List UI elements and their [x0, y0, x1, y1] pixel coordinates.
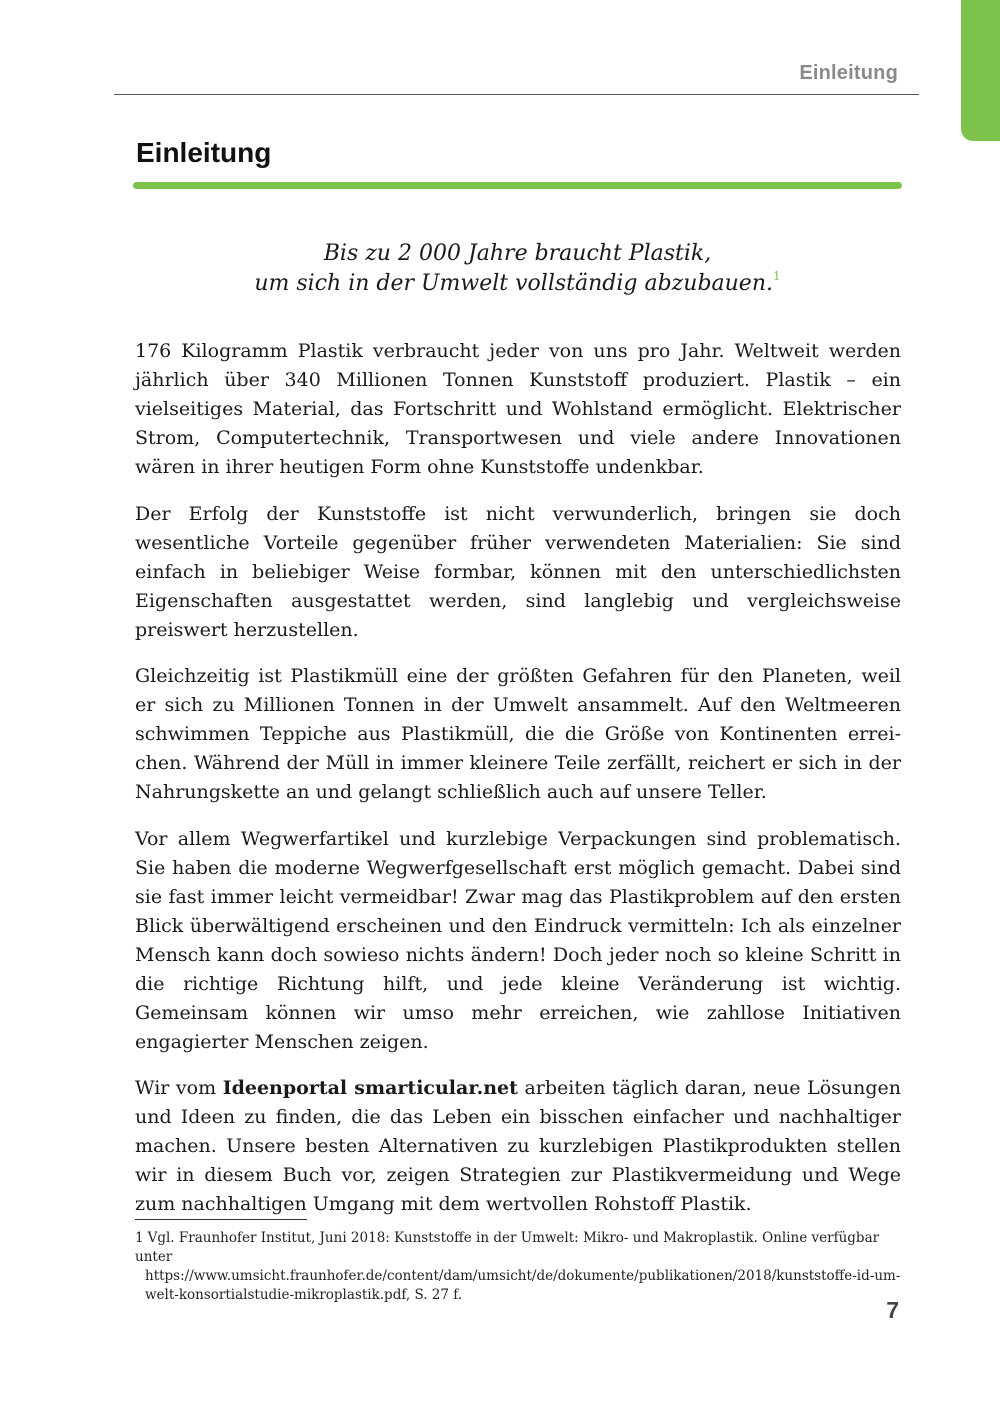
footnote-rule [135, 1219, 307, 1220]
body-text [135, 337, 901, 1237]
footnote [135, 1229, 901, 1305]
running-head: Einleitung [799, 62, 898, 84]
title-underline-bar [133, 182, 902, 189]
page-number: 7 [886, 1297, 899, 1323]
epigraph [134, 239, 901, 299]
footnote-url[interactable]: https://www.umsicht.fraunhofer.de/content/dam/umsicht/de/dokumente/publikationen/2018/kunststoffe-id-um- [145, 1268, 901, 1284]
paragraph-1: 176 Kilogramm Plastik verbraucht jeder von uns pro Jahr. Weltweit werden jährlich über 340 Millionen Tonnen Kunststoff produziert. Plastik – ein vielseitiges Material, das Fortschritt und Wohlstand ermöglicht. Elektrischer Strom, Computertechnik, Transportwesen und viele andere Innovationen wären in ihrer heutigen Form ohne Kunststoffe undenkbar. [135, 340, 901, 478]
paragraph-2: Der Erfolg der Kunststoffe ist nicht verwunderlich, bringen sie doch wesentliche Vorteile gegenüber früher verwendeten Materialien: Sie sind einfach in beliebiger Weise formbar, können mit den unterschiedlichsten Eigenschaften ausgestattet werden, sind langlebig und vergleichsweise preiswert herzustellen. [135, 502, 901, 641]
chapter-title: Einleitung [136, 137, 272, 168]
chapter-thumb-tab [961, 0, 1000, 141]
epigraph-line-2-text: um sich in der Umwelt vollständig abzubauen. [254, 271, 773, 296]
paragraph-5-rest: arbeiten täglich daran, neue Lösungen und Ideen zu finden, die das Leben ein bisschen einfacher und nachhaltiger machen. Unsere besten Alternativen zu kurzlebigen Plastikprodukten stellen wir in diesem Buch vor, zeigen Strategien zur Plastikvermeidung und Wege zum nachhaltigen Umgang mit dem wertvollen Rohstoff Plastik. [135, 1077, 902, 1215]
header-rule [114, 94, 919, 95]
paragraph-5 [135, 1074, 901, 1219]
footnote-reference[interactable]: 1 [773, 269, 781, 283]
footnote-number: 1 [135, 1230, 144, 1246]
paragraph-3: Gleichzeitig ist Plastikmüll eine der größten Gefahren für den Planeten, weil er sich zu Millionen Tonnen in der Umwelt ansammelt. Auf den Weltmeeren schwimmen Teppiche aus Plastikmüll, die die Größe von Kontinenten erreichen. Während der Müll in immer kleinere Teile zerfällt, reichert er sich in der Nahrungskette an und gelangt schließlich auch auf unsere Teller. [135, 665, 901, 803]
epigraph-line-2 [134, 269, 901, 299]
footnote-line-1: Vgl. Fraunhofer Institut, Juni 2018: Kunststoffe in der Umwelt: Mikro- und Makroplastik. Online verfügbar unter [135, 1230, 880, 1265]
epigraph-line-1: Bis zu 2 000 Jahre braucht Plastik, [323, 241, 712, 266]
website-name: Ideenportal smarticular.net [222, 1077, 518, 1099]
paragraph-5-intro: Wir vom [135, 1077, 223, 1099]
footnote-line-3: welt-konsortialstudie-mikroplastik.pdf, S. 27 f. [145, 1287, 463, 1303]
paragraph-4: Vor allem Wegwerfartikel und kurzlebige Verpackungen sind problematisch. Sie haben die moderne Wegwerfgesellschaft erst möglich gemacht. Dabei sind sie fast immer leicht vermeidbar! Zwar mag das Plastikproblem auf den ersten Blick überwältigend erscheinen und den Eindruck vermitteln: Ich als einzelner Mensch kann doch sowieso nichts ändern! Doch jeder noch so kleine Schritt in die richtige Richtung hilft, und jede kleine Veränderung ist wichtig. Gemeinsam können wir umso mehr erreichen, wie zahllose Initiativen engagierter Menschen zeigen. [135, 827, 901, 1053]
